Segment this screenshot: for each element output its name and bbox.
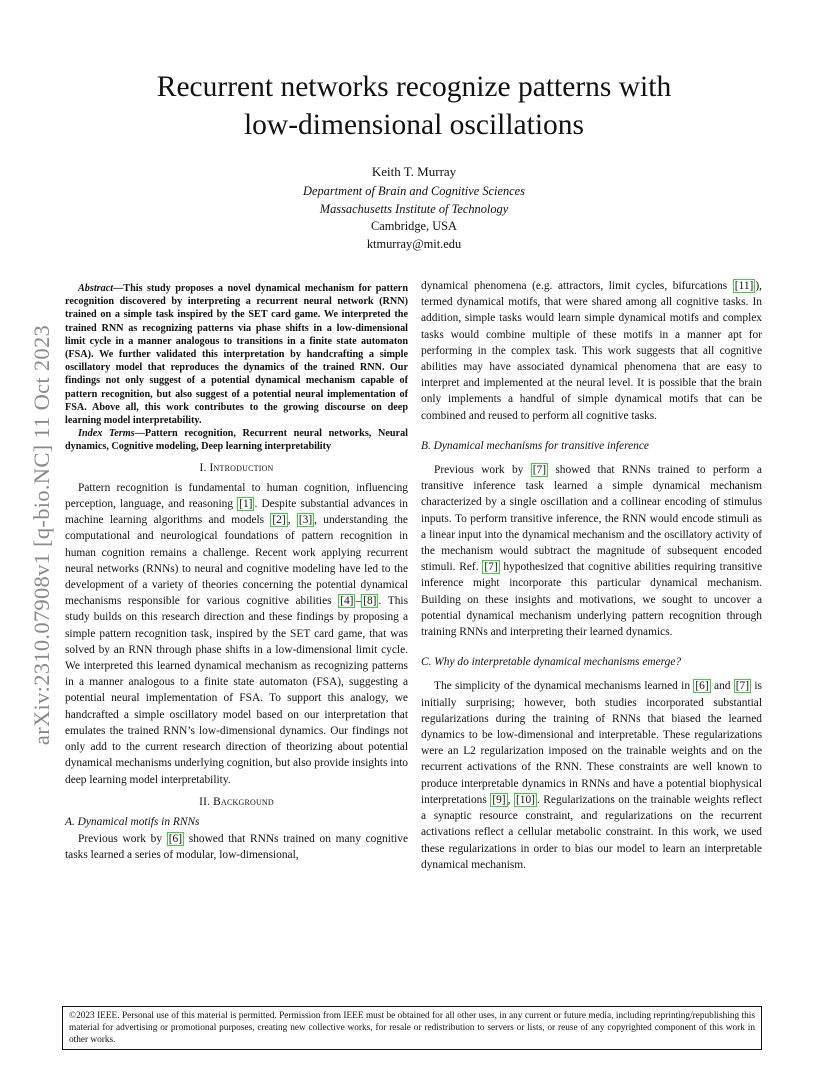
citation-link[interactable]: [2] [272,514,286,527]
author-block [150,163,678,253]
author-name: Keith T. Murray [371,164,457,179]
background-paragraph-a: Previous work by [6] showed that RNNs trained on many cognitive tasks learned a series of modular, low-dimensional, [65,833,408,862]
abstract-label: Abstract [78,283,114,294]
author-email[interactable]: ktmurray@mit.edu [366,236,462,251]
paper-title [60,68,768,144]
paper-title-line-2: low-dimensional oscillations [243,109,585,141]
citation-link[interactable]: [7] [735,680,750,693]
background-paragraph-b: Previous work by [7] showed that RNNs trained to perform a transitive inference task learned a simple dynamical mechanism characterized by a single oscillation and a collinear encoding of stimulus inputs. To perform transitive inference, the RNN would encode stimuli as a linear input into the dynamical mechanism and the oscillatory activity of the mechanism would subtract the magnitude of subsequent encoded stimuli. Ref. [7] hypothesized that cognitive abilities requiring transitive inference might incorporate this particular dynamical mechanism. Building on these insights and motivations, we sought to uncover a potential dynamical mechanism underlying pattern recognition through training RNNs and interpreting their learned dynamics. [421,464,763,639]
arxiv-side-stamp [22,270,62,800]
copyright-text: ©2023 IEEE. Personal use of this material is permitted. Permission from IEEE must be obtained for all other uses, in any current or future media, including reprinting/republishing this material for advertising or promotional purposes, creating new collective works, for resale or redistribution to servers or lists, or reuse of any copyrighted component of this work in other works. [69,1011,755,1046]
section-heading-background: II. Background [199,795,274,808]
citation-link[interactable]: [8] [363,595,377,608]
abstract [65,282,408,427]
author-institute: Massachusetts Institute of Technology [319,201,509,216]
index-terms-text: —Pattern recognition, Recurrent neural networks, Neural dynamics, Cognitive modeling, Deep learning interpretability [65,428,408,453]
introduction-paragraph: Pattern recognition is fundamental to human cognition, influencing perception, language, and reasoning [1] . Despite substantial advances in machine learning algorithms and models [2] , [3] , understanding the computational and neurological foundations of pattern recognition in human cognition remains a challenge. Recent work applying recurrent neural networks (RNNs) to neural and cognitive modeling have led to the development of a variety of theories concerning the potential dynamical mechanisms responsible for various cognitive abilities [4] – [8] . This study builds on this research direction and these findings by proposing a simple pattern recognition task, inspired by the SET card game, that was solved by an RNN through phase shifts in a low-dimensional limit cycle. We interpreted this learned dynamical mechanism as recognizing patterns in a manner analogous to a finite state automaton (FSA), suggesting a potential neural implementation of FSA. To support this analogy, we handcrafted a simple oscillatory model based on our interpretation that emulates the trained RNN’s low-dimensional dynamics. Our findings not only add to the current research direction of theorizing about potential dynamical mechanisms underlying cognition, but also provide insights into deep learning model interpretability. [65,481,408,786]
background-paragraph-a-continued: dynamical phenomena (e.g. attractors, limit cycles, bifurcations [11] ), termed dynamical motifs, that were shared among all cognitive tasks. In addition, simple tasks would learn simple dynamical motifs and complex tasks would combine multiple of these motifs in a manner apt for performing in the complex task. This work suggests that all cognitive abilities may have associated dynamical phenomena that are easy to interpret and implemented at the neural level. It is possible that the brain only implements a handful of simple dynamical motifs that can be combined and reused to perform all cognitive tasks. [421,280,762,422]
copyright-notice [62,1006,762,1050]
author-location: Cambridge, USA [370,219,458,234]
citation-link[interactable]: [6] [168,833,183,846]
index-terms [65,427,408,453]
citation-link[interactable]: [10] [515,793,535,806]
citation-link[interactable]: [7] [484,561,498,574]
citation-link[interactable]: [3] [298,514,313,527]
citation-link[interactable]: [1] [239,498,253,511]
subsection-heading-dynamical-motifs: A. Dynamical motifs in RNNs [65,815,200,828]
subsection-heading-interpretable-mechanisms: C. Why do interpretable dynamical mechanisms emerge? [421,656,682,669]
citation-link[interactable]: [9] [492,793,506,806]
arxiv-identifier: arXiv:2310.07908v1 [q-bio.NC] 11 Oct 2023 [29,324,55,746]
abstract-text: —This study proposes a novel dynamical mechanism for pattern recognition discovered by interpreting a recurrent neural network (RNN) trained on a simple task inspired by the SET card game. We interpreted the trained RNN as recognizing patterns via phase shifts in a low-dimensional limit cycle in a manner analogous to transitions in a finite state automaton (FSA). We further validated this interpretation by handcrafting a simple oscillatory model that reproduces the dynamics of the trained RNN. Our findings not only suggest of a potential dynamical mechanism capable of pattern recognition, but also suggest of a potential neural implementation of FSA. Above all, this work contributes to the growing discourse on deep learning model interpretability. [65,283,408,427]
citation-link[interactable]: [4] [340,595,354,608]
right-column [421,278,762,873]
citation-link[interactable]: [11] [734,280,754,292]
background-paragraph-c: The simplicity of the dynamical mechanisms learned in [6] and [7] is initially surprising; however, both studies incorporated substantial regularizations during the training of RNNs that biased the learned dynamics to be low-dimensional and interpretable. These regularizations were an L2 regularization imposed on the trainable weights and on the recurrent activations of the RNN. These constraints are well known to produce interpretable dynamics in RNNs and have a potential biophysical interpretations [9] , [10] . Regularizations on the trainable weights reflect a synaptic resource constraint, and regularizations on the recurrent activations reflect a cellular metabolic constraint. In this work, we used these regularizations in order to bias our model to learn an interpretable dynamical mechanism. [421,680,763,871]
index-terms-label: Index Terms [78,428,135,440]
section-heading-introduction: I. Introduction [199,461,274,474]
citation-link[interactable]: [6] [695,680,709,693]
subsection-heading-transitive-inference: B. Dynamical mechanisms for transitive inference [421,439,649,452]
paper-title-line-1: Recurrent networks recognize patterns with [156,71,672,103]
author-department: Department of Brain and Cognitive Sciences [303,184,525,199]
left-column [65,282,408,864]
citation-link[interactable]: [7] [532,464,546,477]
